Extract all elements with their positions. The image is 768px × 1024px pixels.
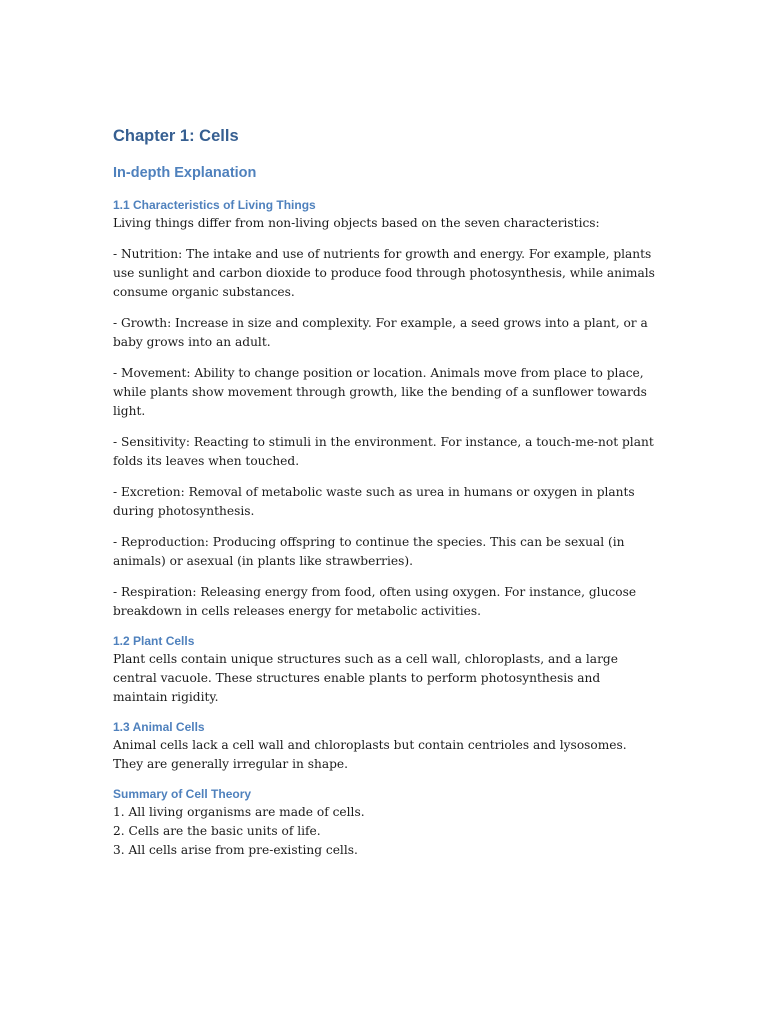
paragraph-sensitivity: - Sensitivity: Reacting to stimuli in the environment. For instance, a touch-me-not plant folds its leaves when touched. — [113, 435, 654, 468]
paragraph-growth: - Growth: Increase in size and complexity. For example, a seed grows into a plant, or a baby grows into an adult. — [113, 316, 648, 349]
section-title: In-depth Explanation — [113, 165, 257, 181]
section-heading-characteristics: 1.1 Characteristics of Living Things — [113, 198, 316, 212]
list-item: 1. All living organisms are made of cells. — [113, 805, 365, 819]
chapter-title: Chapter 1: Cells — [113, 127, 239, 145]
paragraph-intro: Living things differ from non-living objects based on the seven characteristics: — [113, 216, 600, 230]
section-heading-animal-cells: 1.3 Animal Cells — [113, 720, 205, 734]
paragraph-reproduction: - Reproduction: Producing offspring to continue the species. This can be sexual (in animals) or asexual (in plants like strawberries). — [113, 535, 625, 568]
paragraph-nutrition: - Nutrition: The intake and use of nutrients for growth and energy. For example, plants use sunlight and carbon dioxide to produce food through photosynthesis, while animals consume organic substances. — [113, 247, 655, 299]
list-item: 3. All cells arise from pre-existing cells. — [113, 843, 358, 857]
paragraph-excretion: - Excretion: Removal of metabolic waste such as urea in humans or oxygen in plants during photosynthesis. — [113, 485, 635, 518]
paragraph-respiration: - Respiration: Releasing energy from food, often using oxygen. For instance, glucose breakdown in cells releases energy for metabolic activities. — [113, 585, 637, 618]
paragraph-plant-cells: Plant cells contain unique structures such as a cell wall, chloroplasts, and a large central vacuole. These structures enable plants to perform photosynthesis and maintain rigidity. — [113, 652, 618, 704]
paragraph-animal-cells: Animal cells lack a cell wall and chloroplasts but contain centrioles and lysosomes. They are generally irregular in shape. — [113, 738, 627, 771]
document-page — [113, 124, 658, 860]
list-item: 2. Cells are the basic units of life. — [113, 824, 321, 838]
paragraph-movement: - Movement: Ability to change position or location. Animals move from place to place, while plants show movement through growth, like the bending of a sunflower towards light. — [113, 366, 647, 418]
section-heading-cell-theory: Summary of Cell Theory — [113, 787, 252, 801]
section-heading-plant-cells: 1.2 Plant Cells — [113, 634, 195, 648]
